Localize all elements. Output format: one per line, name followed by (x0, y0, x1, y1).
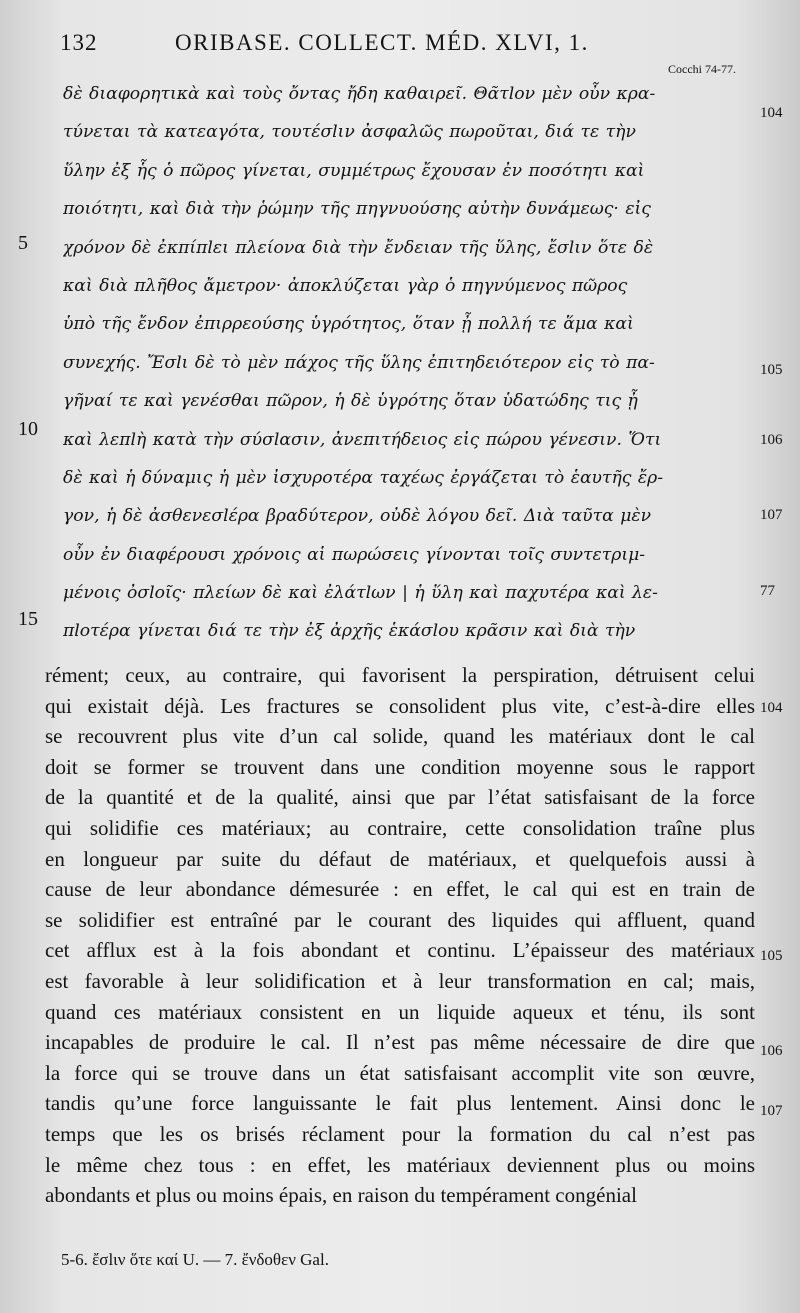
edition-reference: Cocchi 74-77. (668, 62, 736, 76)
greek-line: καὶ διὰ πλῆθος ἄμετρον· ἀποκλύζεται γὰρ ὁ πηγνύμενος πῶρος (63, 275, 628, 296)
line-number-10: 10 (18, 418, 38, 440)
french-margin-ref: 104 (760, 700, 783, 716)
greek-line: γον, ἡ δὲ ἀσθενεσlέρα βραδύτερον, οὐδὲ λόγου δεῖ. Διὰ ταῦτα μὲν (63, 506, 652, 527)
french-line: qui solidifie ces matériaux; au contraire, cette consolidation traîne plus (45, 815, 755, 840)
greek-line: χρόνον δὲ ἐκπίπlει πλείονα διὰ τὴν ἔνδειαν τῆς ὕλης, ἔσlιν ὅτε δὲ (63, 237, 654, 258)
french-line: quand ces matériaux consistent en un liquide aqueux et ténu, ils sont (45, 999, 755, 1024)
french-line: de la quantité et de la qualité, ainsi que par l’état satisfaisant de la force (45, 785, 755, 810)
footnote: 5-6. ἔσlιν ὅτε καί U. — 7. ἔνδοθεν Gal. (61, 1250, 329, 1269)
page-number: 132 (60, 30, 98, 55)
line-number-15: 15 (18, 608, 38, 630)
greek-line: καὶ λεπlὴ κατὰ τὴν σύσlασιν, ἀνεπιτήδειος εἰς πώρου γένεσιν. Ὅτι (63, 429, 662, 450)
greek-margin-ref: 106 (760, 432, 783, 448)
french-margin-ref: 105 (760, 948, 783, 964)
french-line: cause de leur abondance démesurée : en effet, le cal qui est en train de (45, 877, 755, 902)
french-margin-ref: 106 (760, 1043, 783, 1059)
french-line: abondants et plus ou moins épais, en raison du tempérament congénial (45, 1183, 637, 1208)
greek-line: πlοτέρα γίνεται διά τε τὴν ἐξ ἀρχῆς ἑκάσlου κρᾶσιν καὶ διὰ τὴν (63, 621, 636, 642)
french-text-block (45, 660, 755, 1211)
greek-line: δὲ καὶ ἡ δύναμις ἡ μὲν ἰσχυροτέρα ταχέως ἐργάζεται τὸ ἑαυτῆς ἔρ- (63, 467, 664, 488)
greek-margin-ref: 104 (760, 105, 783, 121)
page-header (60, 30, 740, 62)
french-line: cet afflux est à la fois abondant et continu. L’épaisseur des matériaux (45, 938, 755, 963)
french-line: la force qui se trouve dans un état satisfaisant accomplit vite son œuvre, (45, 1060, 755, 1085)
greek-margin-ref: 105 (760, 362, 783, 378)
greek-margin-ref: 77 (760, 583, 775, 599)
greek-text-block (63, 75, 763, 651)
greek-margin-ref: 107 (760, 507, 783, 523)
french-line: qui existait déjà. Les fractures se consolident plus vite, c’est-à-dire elles (45, 693, 755, 718)
greek-line: μένοις ὀσlοῖς· πλείων δὲ καὶ ἐλάτlων | ἡ ὕλη καὶ παχυτέρα καὶ λε- (63, 583, 658, 604)
greek-line: συνεχής. Ἔσlι δὲ τὸ μὲν πάχος τῆς ὕλης ἐπιτηδειότερον εἰς τὸ πα- (63, 352, 655, 373)
french-line: se solidifier est entraîné par le courant des liquides qui affluent, quand (45, 907, 755, 932)
greek-line: ποιότητι, καὶ διὰ τὴν ῥώμην τῆς πηγνυούσης αὐτὴν δυνάμεως· εἰς (63, 199, 651, 220)
greek-line: ὑπὸ τῆς ἔνδον ἐπιρρεούσης ὑγρότητος, ὅταν ᾖ πολλή τε ἅμα καὶ (63, 314, 634, 335)
line-number-5: 5 (18, 232, 28, 254)
french-line: est favorable à leur solidification et à leur transformation en cal; mais, (45, 968, 755, 993)
greek-line: γῆναί τε καὶ γενέσθαι πῶρον, ἡ δὲ ὑγρότης ὅταν ὑδατώδης τις ᾖ (63, 391, 638, 412)
french-line: incapables de produire le cal. Il n’est pas même nécessaire de dire que (45, 1030, 755, 1055)
french-line: tandis qu’une force languissante le fait plus lentement. Ainsi donc le (45, 1091, 755, 1116)
french-line: le même chez tous : en effet, les matériaux deviennent plus ou moins (45, 1152, 755, 1177)
running-title: ORIBASE. COLLECT. MÉD. XLVI, 1. (175, 30, 589, 55)
greek-line: οὖν ἐν διαφέρουσι χρόνοις αἱ πωρώσεις γίνονται τοῖς συντετριμ- (63, 544, 646, 565)
french-line: en longueur par suite du défaut de matériaux, et quelquefois aussi à (45, 846, 755, 871)
greek-line: δὲ διαφορητικὰ καὶ τοὺς ὄντας ἤδη καθαιρεῖ. Θᾶτlον μὲν οὖν κρα- (63, 84, 656, 104)
french-margin-ref: 107 (760, 1103, 783, 1119)
greek-line: ὕλην ἐξ ἧς ὁ πῶρος γίνεται, συμμέτρως ἔχουσαν ἐν ποσότητι καὶ (63, 160, 645, 181)
french-line: temps que les os brisés réclament pour la formation du cal n’est pas (45, 1121, 755, 1146)
french-line: rément; ceux, au contraire, qui favorisent la perspiration, détruisent celui (45, 663, 755, 687)
greek-line: τύνεται τὰ κατεαγότα, τουτέσlιν ἀσφαλῶς πωροῦται, διά τε τὴν (63, 122, 636, 143)
french-line: se recouvrent plus vite d’un cal solide, quand les matériaux dont le cal (45, 724, 755, 749)
french-line: doit se former se trouvent dans une condition moyenne sous le rapport (45, 754, 755, 779)
